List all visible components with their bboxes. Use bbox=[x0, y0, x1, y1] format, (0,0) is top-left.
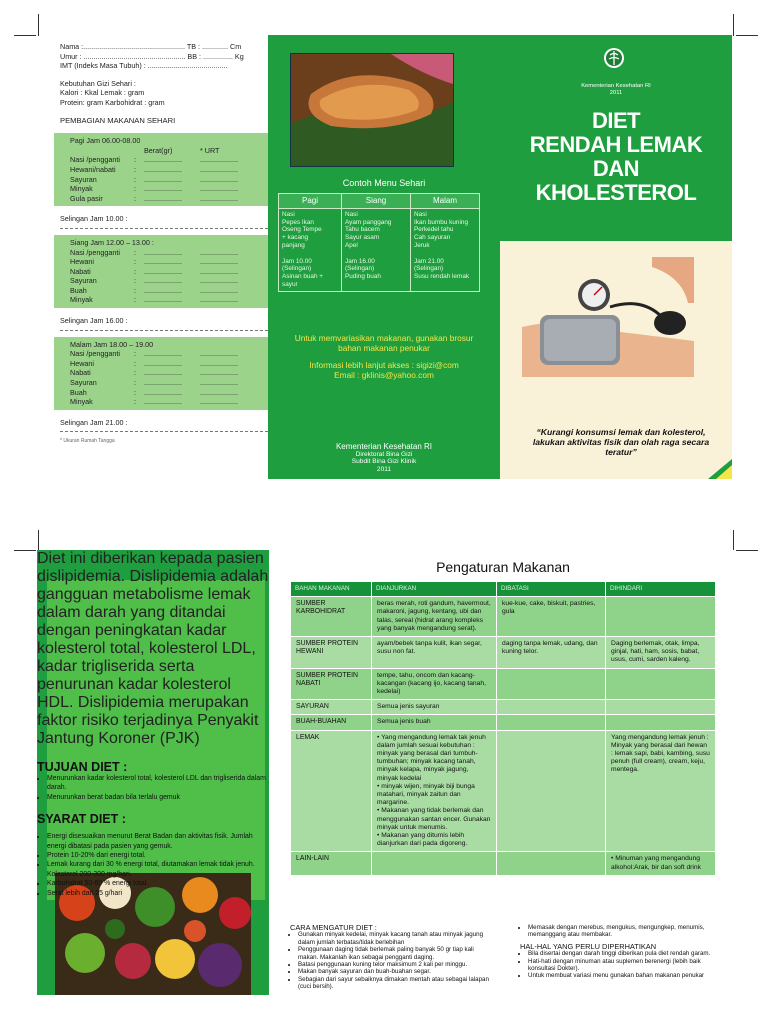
form-row-weight: ................... bbox=[144, 266, 182, 276]
cell-dibatasi bbox=[497, 715, 606, 730]
cover-year: 2011 bbox=[609, 90, 623, 96]
table-row bbox=[291, 852, 716, 875]
form-row-colon: : bbox=[134, 276, 136, 286]
pepes-ikan-image bbox=[291, 54, 453, 166]
form-row-label: Nasi /pengganti bbox=[70, 349, 120, 359]
cell-bahan: SUMBER KARBOHIDRAT bbox=[291, 597, 372, 637]
cell-dibatasi: kue-kue, cake, biskuit, pastries, gula bbox=[497, 597, 606, 637]
cell-bahan: LEMAK bbox=[291, 730, 372, 852]
footer-subdit: Subdit Bina Gizi Klinik bbox=[351, 458, 417, 466]
protein-row: Protein: gram Karbohidrat : gram bbox=[60, 97, 165, 107]
form-row-colon: : bbox=[134, 295, 136, 305]
form-row-urt: ................... bbox=[200, 266, 238, 276]
hal-item: • Hati-hati dengan minuman atau suplemen berenergi (lebih baik konsultasi Dokter). bbox=[528, 958, 716, 973]
form-row-label: Gula pasir bbox=[70, 193, 103, 203]
cara-item: • Penggunaan daging tidak berlemak paling banyak 50 gr tiap kali makan. Makanlah ikan sebagai pengganti daging. bbox=[298, 946, 490, 961]
regulation-title: Pengaturan Makanan bbox=[436, 559, 570, 575]
form-row-label: Nabati bbox=[70, 368, 91, 378]
form-row-urt: ................... bbox=[200, 349, 238, 359]
cover-panel bbox=[500, 35, 732, 241]
syarat-item: • Serat lebih dari 25 g/hari bbox=[47, 889, 269, 898]
form-row-label: Nasi /pengganti bbox=[70, 247, 120, 257]
syarat-item: • Protein 10-20% dari energi total. bbox=[47, 851, 269, 860]
form-row bbox=[70, 286, 264, 296]
form-row-weight: ................... bbox=[144, 164, 182, 174]
menu-header-malam: Malam bbox=[411, 194, 480, 209]
syarat-list bbox=[37, 832, 269, 898]
form-row-urt: ................... bbox=[200, 257, 238, 267]
form-row bbox=[70, 359, 264, 369]
crop-mark bbox=[14, 550, 36, 551]
selingan-3: Selingan Jam 21.00 : bbox=[60, 417, 128, 427]
footer-directorate: Direktorat Bina Gizi bbox=[355, 450, 413, 458]
selingan-2: Selingan Jam 16.00 : bbox=[60, 316, 128, 326]
cell-dibatasi: daging tanpa lemak, udang, dan kuning telor. bbox=[497, 637, 606, 669]
form-row-colon: : bbox=[134, 397, 136, 407]
dotted-line bbox=[60, 329, 268, 331]
form-row bbox=[70, 368, 264, 378]
footer-year: 2011 bbox=[376, 465, 392, 473]
crop-mark bbox=[14, 35, 36, 36]
cooking-note: • Memasak dengan merebus, mengukus, mengungkep, menumis, memanggang atau membakar. bbox=[528, 924, 716, 939]
menu-table bbox=[278, 193, 480, 292]
cara-section bbox=[290, 924, 490, 991]
tujuan-list bbox=[37, 774, 269, 802]
crop-mark bbox=[733, 530, 734, 550]
form-row bbox=[70, 194, 264, 204]
cara-list bbox=[290, 931, 490, 990]
form-row-weight: ................... bbox=[144, 397, 182, 407]
menu-malam-cell: Nasi Ikan bumbu kuning Perkedel tahu Cah sayuran Jeruk Jam 21.00 (Selingan) Susu rendah lemak bbox=[411, 208, 480, 291]
header-dibatasi: DIBATASI bbox=[497, 582, 606, 597]
pagi-title: Pagi Jam 06.00-08.00 bbox=[70, 136, 141, 146]
cover-title-line: RENDAH LEMAK bbox=[529, 132, 703, 157]
cell-dianjurkan bbox=[372, 852, 497, 875]
form-row bbox=[70, 184, 264, 194]
form-row-urt: ................... bbox=[200, 184, 238, 194]
form-row-label: Sayuran bbox=[70, 378, 97, 388]
form-row bbox=[70, 276, 264, 286]
form-row-label: Minyak bbox=[70, 295, 93, 305]
cell-dibatasi bbox=[497, 668, 606, 700]
cell-bahan: SUMBER PROTEIN NABATI bbox=[291, 668, 372, 700]
tujuan-item: • Menurunkan kadar kolesterol total, kolesterol LDL dan trigliserida dalam darah. bbox=[47, 774, 269, 793]
form-row-urt: ................... bbox=[200, 295, 238, 305]
cell-dihindari: Yang mengandung lemak jenuh : Minyak yang berasal dari hewan : lemak sapi, babi, kambing, susu penuh (full cream), cream, keju, mentega. bbox=[606, 730, 716, 852]
form-row-colon: : bbox=[134, 266, 136, 276]
cell-dihindari: • Minuman yang mengandung alkohol:Arak, bir dan soft drink bbox=[606, 852, 716, 875]
form-row-colon: : bbox=[134, 349, 136, 359]
form-row-weight: ................... bbox=[144, 368, 182, 378]
crop-mark bbox=[733, 14, 734, 36]
form-row-weight: ................... bbox=[144, 358, 182, 368]
cara-item: • Makan banyak sayuran dan buah-buahan segar. bbox=[298, 968, 490, 975]
meal-plan-form bbox=[40, 42, 268, 482]
cell-dianjurkan: ayam/bebek tanpa kulit, ikan segar, susu non fat. bbox=[372, 637, 497, 669]
cover-title-line: KHOLESTEROL bbox=[535, 180, 697, 205]
urt-header: * URT bbox=[200, 145, 220, 155]
form-row-weight: ................... bbox=[144, 387, 182, 397]
menu-panel bbox=[268, 35, 500, 479]
form-row-colon: : bbox=[134, 184, 136, 194]
form-row-urt: ................... bbox=[200, 247, 238, 257]
needs-title: Kebutuhan Gizi Sehari : bbox=[60, 78, 136, 88]
form-row-label: Hewani/nabati bbox=[70, 164, 116, 174]
variation-note: Untuk memvariasikan makanan, gunakan brosur bahan makanan penukar bbox=[294, 333, 474, 353]
syarat-title: SYARAT DIET : bbox=[37, 812, 126, 827]
cara-item: • Sebagian dari sayur sebaiknya dimakan mentah atau sebagai lalapan (cuci bersih). bbox=[298, 976, 490, 991]
form-row-urt: ................... bbox=[200, 174, 238, 184]
footer-ministry: Kementerian Kesehatan RI bbox=[335, 442, 433, 451]
cell-dihindari bbox=[606, 700, 716, 715]
imt-line: IMT (Indeks Masa Tubuh) : ........................................ bbox=[60, 61, 228, 71]
kalori-row: Kalori : Kkal Lemak : gram bbox=[60, 88, 145, 98]
form-row bbox=[70, 397, 264, 407]
cell-dihindari bbox=[606, 597, 716, 637]
cell-bahan: LAIN-LAIN bbox=[291, 852, 372, 875]
cell-dibatasi bbox=[497, 730, 606, 852]
cover-ministry bbox=[500, 83, 732, 97]
form-row-colon: : bbox=[134, 193, 136, 203]
hal-section bbox=[520, 924, 716, 980]
form-row-weight: ................... bbox=[144, 378, 182, 388]
form-row-urt: ................... bbox=[200, 378, 238, 388]
cell-bahan: SAYURAN bbox=[291, 700, 372, 715]
corner-stripes bbox=[698, 459, 732, 479]
header-dianjurkan: DIANJURKAN bbox=[372, 582, 497, 597]
cover-title-line: DIET bbox=[591, 108, 641, 133]
table-row bbox=[291, 730, 716, 852]
form-row-weight: ................... bbox=[144, 247, 182, 257]
form-row-weight: ................... bbox=[144, 276, 182, 286]
form-row-weight: ................... bbox=[144, 174, 182, 184]
division-title: PEMBAGIAN MAKANAN SEHARI bbox=[60, 115, 176, 125]
form-row-label: Nasi /pengganti bbox=[70, 155, 120, 165]
syarat-item: • Karbohidrat 50-60 % energi total. bbox=[47, 879, 269, 888]
form-row-label: Nabati bbox=[70, 266, 91, 276]
pagi-box bbox=[54, 133, 268, 206]
form-row-label: Sayuran bbox=[70, 174, 97, 184]
form-row bbox=[70, 378, 264, 388]
malam-box bbox=[54, 337, 268, 410]
cover-title bbox=[500, 109, 732, 205]
form-row bbox=[70, 388, 264, 398]
form-row-colon: : bbox=[134, 358, 136, 368]
form-row-label: Buah bbox=[70, 285, 87, 295]
form-row-label: Hewani bbox=[70, 257, 94, 267]
form-row-urt: ................... bbox=[200, 397, 238, 407]
berat-header: Berat(gr) bbox=[144, 145, 173, 155]
cell-dianjurkan: • Yang mengandung lemak tak jenuh dalam jumlah sesuai kebutuhan : minyak yang berasal dari tumbuh-tumbuhan; minyak kacang tanah, minyak kelapa, minyak jagung, minyak kedelai • minyak wijen, minyak biji bunga matahari, minyak zaitun dan margarine. • Makanan yang tidak berlemak dan menggunakan santan encer. Gunakan minyak untuk menumis. • Makanan yang ditumis lebih dianjurkan dari pada digoreng. bbox=[372, 730, 497, 852]
header-bahan: BAHAN MAKANAN bbox=[291, 582, 372, 597]
cara-item: • Batasi penggunaan kuning telor maksimum 2 kali per minggu. bbox=[298, 961, 490, 968]
menu-title: Contoh Menu Sehari bbox=[342, 178, 426, 188]
cell-dihindari bbox=[606, 668, 716, 700]
form-row-urt: ................... bbox=[200, 276, 238, 286]
form-row-weight: ................... bbox=[144, 193, 182, 203]
form-row-colon: : bbox=[134, 164, 136, 174]
form-footnote: * Ukuran Rumah Tangga bbox=[60, 438, 115, 445]
crop-mark bbox=[38, 14, 39, 36]
tujuan-title: TUJUAN DIET : bbox=[37, 760, 128, 774]
hal-item: • Untuk membuat variasi menu gunakan bahan makanan penukar bbox=[528, 972, 716, 979]
cover-quote: “Kurangi konsumsi lemak dan kolesterol, lakukan aktivitas fisik dan olah raga secara teratur” bbox=[532, 427, 710, 457]
cover-ministry-name: Kementerian Kesehatan RI bbox=[581, 83, 651, 89]
form-row bbox=[70, 155, 264, 165]
crop-mark bbox=[38, 530, 39, 550]
age-line: Umur : ................................................... BB : ............... Kg bbox=[60, 51, 244, 61]
form-row bbox=[70, 175, 264, 185]
form-row-urt: ................... bbox=[200, 368, 238, 378]
dotted-line bbox=[60, 430, 268, 432]
form-row bbox=[70, 248, 264, 258]
form-row bbox=[70, 349, 264, 359]
cara-title: CARA MENGATUR DIET : bbox=[290, 923, 377, 932]
crop-mark bbox=[736, 35, 758, 36]
form-row bbox=[70, 257, 264, 267]
syarat-item: • Lemak kurang dari 30 % energi total, diutamakan lemak tidak jenuh. Kolesterol 200-300 mg/hari. bbox=[47, 860, 269, 879]
syarat-item: • Energi disesuaikan menurut Berat Badan dan aktivitas fisik. Jumlah energi dibatasi pada pasien yang gemuk. bbox=[47, 832, 269, 851]
cara-item: • Gunakan minyak kedelai, minyak kacang tanah atau minyak jagung dalam jumlah terbatas/tidak berlebihan bbox=[298, 931, 490, 946]
form-row-colon: : bbox=[134, 174, 136, 184]
menu-siang-cell: Nasi Ayam panggang Tahu bacem Sayur asam Apel Jam 16.00 (Selingan) Puding buah bbox=[342, 208, 411, 291]
menu-header-siang: Siang bbox=[342, 194, 411, 209]
form-row-colon: : bbox=[134, 257, 136, 267]
cell-dihindari bbox=[606, 715, 716, 730]
cell-dibatasi bbox=[497, 852, 606, 875]
form-row-label: Minyak bbox=[70, 184, 93, 194]
cell-dihindari: Daging berlemak, otak, limpa, ginjal, hati, ham, sosis, babat, usus, cumi, sarden kaleng. bbox=[606, 637, 716, 669]
form-row-label: Sayuran bbox=[70, 276, 97, 286]
malam-title: Malam Jam 18.00 – 19.00 bbox=[70, 339, 154, 349]
menu-footer bbox=[268, 443, 500, 473]
crop-mark bbox=[736, 550, 758, 551]
form-row-weight: ................... bbox=[144, 155, 182, 165]
table-row bbox=[291, 715, 716, 730]
cell-dianjurkan: Semua jenis sayuran bbox=[372, 700, 497, 715]
hal-list bbox=[520, 950, 716, 980]
form-row bbox=[70, 165, 264, 175]
name-line: Nama :................................................... TB : ............. Cm bbox=[60, 42, 242, 51]
intro-section bbox=[37, 550, 269, 898]
hal-item: • Bila disertai dengan darah tinggi diberikan pula diet rendah garam. bbox=[528, 950, 716, 957]
tujuan-item: • Menurunkan berat badan bila terlalu gemuk bbox=[47, 793, 269, 802]
form-row bbox=[70, 295, 264, 305]
form-row-weight: ................... bbox=[144, 295, 182, 305]
cover-image-panel bbox=[500, 241, 732, 479]
form-row-weight: ................... bbox=[144, 285, 182, 295]
form-row-colon: : bbox=[134, 387, 136, 397]
siang-title: Siang Jam 12.00 – 13.00 : bbox=[70, 237, 154, 247]
blood-pressure-image bbox=[522, 257, 694, 377]
cell-dianjurkan: beras merah, roti gandum, havermout, makaroni, jagung, kentang, ubi dan talas, sereal (hidrat arang kompleks yang banyak mengandung serat). bbox=[372, 597, 497, 637]
dotted-line bbox=[60, 227, 268, 229]
form-row-urt: ................... bbox=[200, 285, 238, 295]
form-row-urt: ................... bbox=[200, 387, 238, 397]
form-row-weight: ................... bbox=[144, 349, 182, 359]
regulation-table bbox=[290, 581, 716, 876]
siang-box bbox=[54, 235, 268, 308]
form-row-weight: ................... bbox=[144, 257, 182, 267]
table-row bbox=[291, 668, 716, 700]
menu-header-pagi: Pagi bbox=[279, 194, 342, 209]
cell-dianjurkan: Semua jenis buah bbox=[372, 715, 497, 730]
form-row-urt: ................... bbox=[200, 193, 238, 203]
form-row-label: Hewani bbox=[70, 358, 94, 368]
menu-pagi-cell: Nasi Pepes Ikan Oseng Tempe + kacang panjang Jam 10.00 (Selingan) Asinan buah + sayur bbox=[279, 208, 342, 291]
form-row-urt: ................... bbox=[200, 358, 238, 368]
form-row-weight: ................... bbox=[144, 184, 182, 194]
form-row-colon: : bbox=[134, 285, 136, 295]
form-row-colon: : bbox=[134, 378, 136, 388]
cover-title-line: DAN bbox=[592, 156, 640, 181]
header-dihindari: DIHINDARI bbox=[606, 582, 716, 597]
form-row-label: Minyak bbox=[70, 397, 93, 407]
info-line: Informasi lebih lanjut akses : sigizi@com bbox=[309, 360, 459, 370]
food-photo bbox=[290, 53, 454, 167]
form-row-colon: : bbox=[134, 247, 136, 257]
hal-title: HAL-HAL YANG PERLU DIPERHATIKAN bbox=[520, 941, 657, 951]
table-row bbox=[291, 597, 716, 637]
cell-dibatasi bbox=[497, 700, 606, 715]
form-row-urt: ................... bbox=[200, 155, 238, 165]
cell-dianjurkan: tempe, tahu, oncom dan kacang-kacangan (kacang ijo, kacang tanah, kedelai) bbox=[372, 668, 497, 700]
form-row-label: Buah bbox=[70, 387, 87, 397]
form-row-colon: : bbox=[134, 368, 136, 378]
cell-bahan: BUAH-BUAHAN bbox=[291, 715, 372, 730]
table-row bbox=[291, 700, 716, 715]
ministry-logo-icon bbox=[603, 47, 625, 69]
form-row-urt: ................... bbox=[200, 164, 238, 174]
cell-bahan: SUMBER PROTEIN HEWANI bbox=[291, 637, 372, 669]
form-row bbox=[70, 267, 264, 277]
form-row-colon: : bbox=[134, 155, 136, 165]
email-line: Email : gklinis@yahoo.com bbox=[334, 370, 434, 380]
intro-text: Diet ini diberikan kepada pasien dislipidemia. Dislipidemia adalah gangguan metabolisme lemak dalam darah yang ditandai dengan peningkatan kadar kolesterol total, kolesterol LDL, kadar trigliserida serta penurunan kadar kolesterol HDL. Dislipidemia merupakan faktor risiko terjadinya Penyakit Jantung Koroner (PJK) bbox=[37, 550, 269, 747]
table-row bbox=[291, 637, 716, 669]
selingan-1: Selingan Jam 10.00 : bbox=[60, 214, 128, 224]
